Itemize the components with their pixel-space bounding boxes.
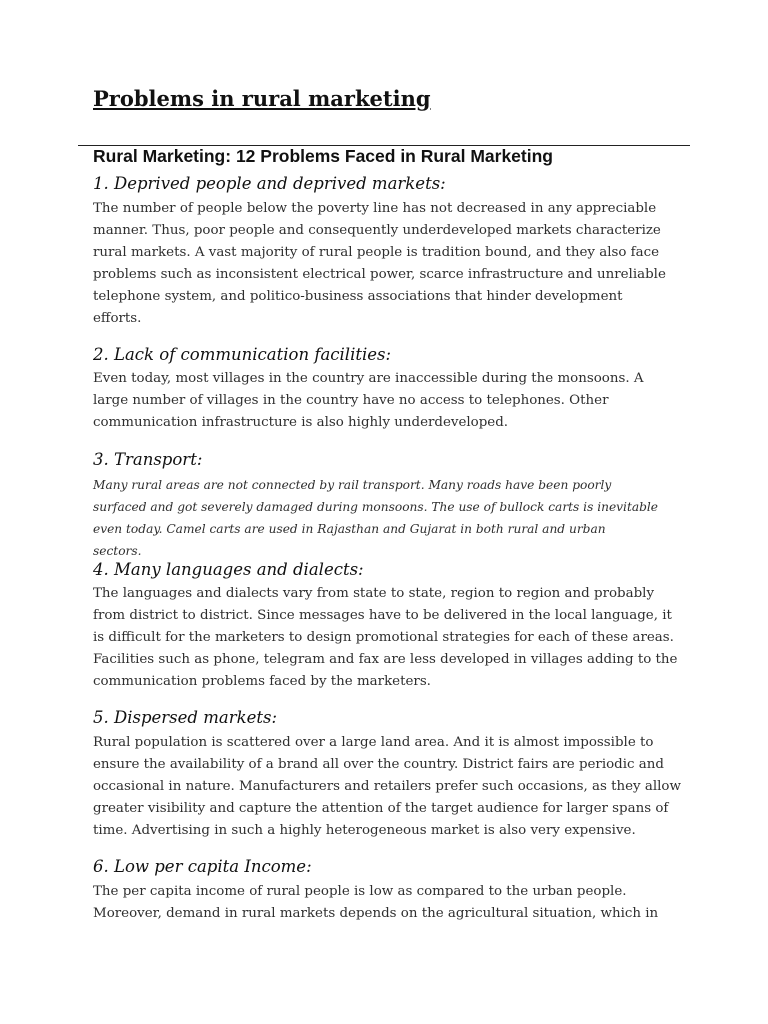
section-1-line: problems such as inconsistent electrical power, scarce infrastructure and unreliable <box>93 267 666 282</box>
section-6-line: The per capita income of rural people is low as compared to the urban people. <box>93 884 627 899</box>
article-heading: Rural Marketing: 12 Problems Faced in Rural Marketing <box>93 146 553 166</box>
section-6-line: Moreover, demand in rural markets depends on the agricultural situation, which in <box>93 906 659 921</box>
section-5-line: occasional in nature. Manufacturers and retailers prefer such occasions, as they allow <box>93 779 681 794</box>
section-heading-1: 1. Deprived people and deprived markets: <box>93 174 446 193</box>
section-1-line: The number of people below the poverty line has not decreased in any appreciable <box>93 201 657 216</box>
section-5-line: Rural population is scattered over a large land area. And it is almost impossible to <box>93 735 654 750</box>
section-1-line: manner. Thus, poor people and consequently underdeveloped markets characterize <box>93 223 661 238</box>
section-4-line: The languages and dialects vary from state to state, region to region and probably <box>93 586 655 601</box>
document-title: Problems in rural marketing <box>93 86 431 111</box>
section-4-line: is difficult for the marketers to design promotional strategies for each of these areas. <box>93 630 674 645</box>
section-2-line: Even today, most villages in the country are inaccessible during the monsoons. A <box>93 371 644 386</box>
section-2-line: large number of villages in the country have no access to telephones. Other <box>93 393 609 408</box>
section-5-line: ensure the availability of a brand all over the country. District fairs are periodic and <box>93 757 664 772</box>
section-3-line: Many rural areas are not connected by rail transport. Many roads have been poorly <box>93 478 612 492</box>
section-1-line: telephone system, and politico-business associations that hinder development <box>93 289 623 304</box>
section-1-line: efforts. <box>93 311 142 326</box>
section-2-line: communication infrastructure is also highly underdeveloped. <box>93 415 509 430</box>
section-heading-6: 6. Low per capita Income: <box>93 857 312 876</box>
section-3-line: even today. Camel carts are used in Rajasthan and Gujarat in both rural and urban <box>93 522 606 536</box>
section-heading-2: 2. Lack of communication facilities: <box>93 345 392 364</box>
section-4-line: from district to district. Since messages have to be delivered in the local language, it <box>93 608 672 623</box>
section-4-line: communication problems faced by the marketers. <box>93 674 431 689</box>
section-5-line: time. Advertising in such a highly heterogeneous market is also very expensive. <box>93 823 636 838</box>
section-3-line: surfaced and got severely damaged during monsoons. The use of bullock carts is inevitable <box>93 500 659 514</box>
section-heading-5: 5. Dispersed markets: <box>93 708 278 727</box>
section-1-line: rural markets. A vast majority of rural people is tradition bound, and they also face <box>93 245 660 260</box>
section-4-line: Facilities such as phone, telegram and fax are less developed in villages adding to the <box>93 652 678 667</box>
section-heading-4: 4. Many languages and dialects: <box>93 560 364 579</box>
section-5-line: greater visibility and capture the attention of the target audience for larger spans of <box>93 801 669 816</box>
section-3-line: sectors. <box>93 544 142 558</box>
section-heading-3: 3. Transport: <box>93 450 203 469</box>
